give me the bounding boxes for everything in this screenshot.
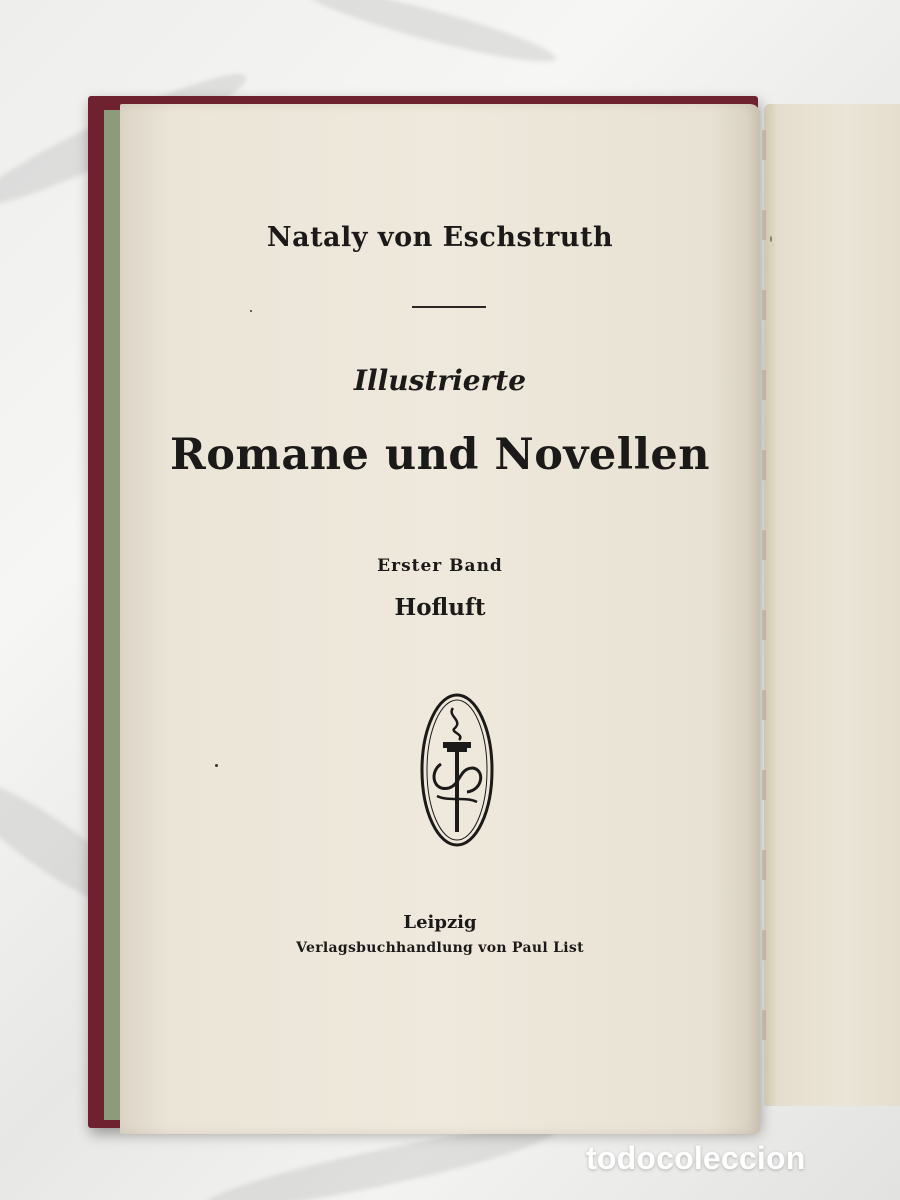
facing-page: [764, 104, 900, 1106]
publisher-torch-emblem-icon: [419, 692, 495, 848]
paper-speck: [250, 310, 252, 312]
volume-label: Erster Band: [377, 556, 503, 576]
publisher-name: Verlagsbuchhandlung von Paul List: [296, 940, 584, 956]
paper-speck: [215, 764, 218, 767]
series-subtitle: Illustrierte: [353, 364, 527, 397]
paper-speck: [770, 236, 772, 242]
site-watermark: todocoleccion: [586, 1140, 806, 1176]
binding-stitching: [762, 130, 766, 1090]
volume-title: Hofluft: [394, 594, 486, 621]
marble-vein: [301, 0, 560, 73]
author-name: Nataly von Eschstruth: [266, 222, 614, 253]
publication-place: Leipzig: [403, 912, 477, 933]
divider-rule: [412, 306, 486, 308]
series-title: Romane und Novellen: [169, 430, 711, 480]
